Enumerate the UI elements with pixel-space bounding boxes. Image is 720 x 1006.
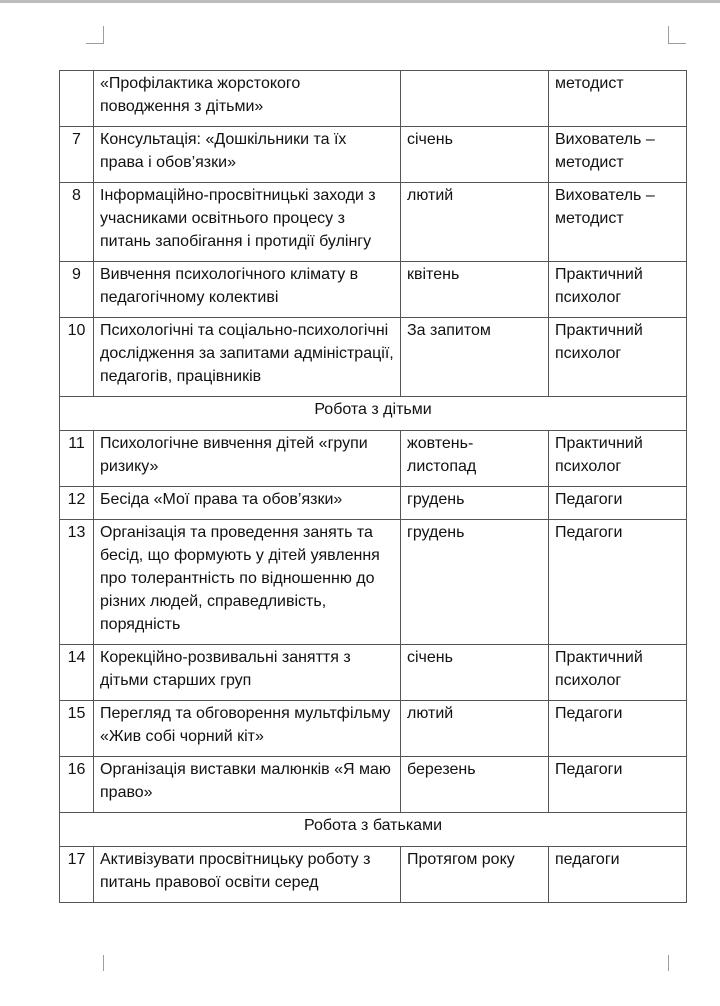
page-top-border [0,0,720,3]
table-row [60,645,687,701]
date-cell: березень [401,757,549,813]
row-number: 8 [60,183,94,262]
activity-cell: Бесіда «Мої права та обов’язки» [94,487,401,520]
table-row [60,127,687,183]
responsible-cell: Практичний психолог [549,262,687,318]
activity-cell: «Профілактика жорстокого поводження з дітьми» [94,71,401,127]
activity-cell: Консультація: «Дошкільники та їх права і обов’язки» [94,127,401,183]
date-cell: грудень [401,520,549,645]
date-cell: грудень [401,487,549,520]
measures-table [59,70,687,903]
row-number: 12 [60,487,94,520]
table-row [60,701,687,757]
crop-mark-top-right-h [668,43,686,44]
date-cell: жовтень-листопад [401,431,549,487]
activity-cell: Психологічне вивчення дітей «групи ризику» [94,431,401,487]
activity-cell: Корекційно-розвивальні заняття з дітьми старших груп [94,645,401,701]
date-cell: лютий [401,701,549,757]
activity-cell: Активізувати просвітницьку роботу з питань правової освіти серед [94,847,401,903]
section-title: Робота з батьками [60,813,687,847]
date-cell: січень [401,127,549,183]
table-row [60,757,687,813]
responsible-cell: педагоги [549,847,687,903]
activity-cell: Вивчення психологічного клімату в педагогічному колективі [94,262,401,318]
row-number: 14 [60,645,94,701]
responsible-cell: Практичний психолог [549,645,687,701]
row-number: 15 [60,701,94,757]
table-row [60,847,687,903]
row-number: 10 [60,318,94,397]
crop-mark-bottom-left-v [103,955,104,971]
responsible-cell: Педагоги [549,520,687,645]
date-cell: лютий [401,183,549,262]
responsible-cell: методист [549,71,687,127]
table-row [60,431,687,487]
date-cell: квітень [401,262,549,318]
responsible-cell: Практичний психолог [549,431,687,487]
table-row [60,71,687,127]
row-number: 7 [60,127,94,183]
table-row [60,520,687,645]
activity-cell: Перегляд та обговорення мультфільму «Жив собі чорний кіт» [94,701,401,757]
date-cell: Протягом року [401,847,549,903]
row-number: 11 [60,431,94,487]
activity-cell: Організація виставки малюнків «Я маю право» [94,757,401,813]
activity-cell: Інформаційно-просвітницькі заходи з учасниками освітнього процесу з питань запобігання і протидії булінгу [94,183,401,262]
responsible-cell: Вихователь – методист [549,183,687,262]
crop-mark-top-left-v [103,26,104,44]
row-number: 16 [60,757,94,813]
table-row [60,487,687,520]
activity-cell: Психологічні та соціально-психологічні дослідження за запитами адміністрації, педагогів, працівників [94,318,401,397]
crop-mark-top-left-h [86,43,104,44]
row-number: 13 [60,520,94,645]
section-header-row [60,397,687,431]
crop-mark-top-right-v [668,26,669,44]
row-number: 9 [60,262,94,318]
responsible-cell: Вихователь – методист [549,127,687,183]
row-number [60,71,94,127]
date-cell [401,71,549,127]
responsible-cell: Педагоги [549,701,687,757]
table-row [60,262,687,318]
responsible-cell: Педагоги [549,487,687,520]
crop-mark-bottom-right-v [668,955,669,971]
table-row [60,183,687,262]
section-title: Робота з дітьми [60,397,687,431]
date-cell: За запитом [401,318,549,397]
row-number: 17 [60,847,94,903]
responsible-cell: Педагоги [549,757,687,813]
table-row [60,318,687,397]
responsible-cell: Практичний психолог [549,318,687,397]
measures-table-body [60,71,687,903]
activity-cell: Організація та проведення занять та бесід, що формують у дітей уявлення про толерантність по відношенню до різних людей, справедливість, порядність [94,520,401,645]
section-header-row [60,813,687,847]
date-cell: січень [401,645,549,701]
